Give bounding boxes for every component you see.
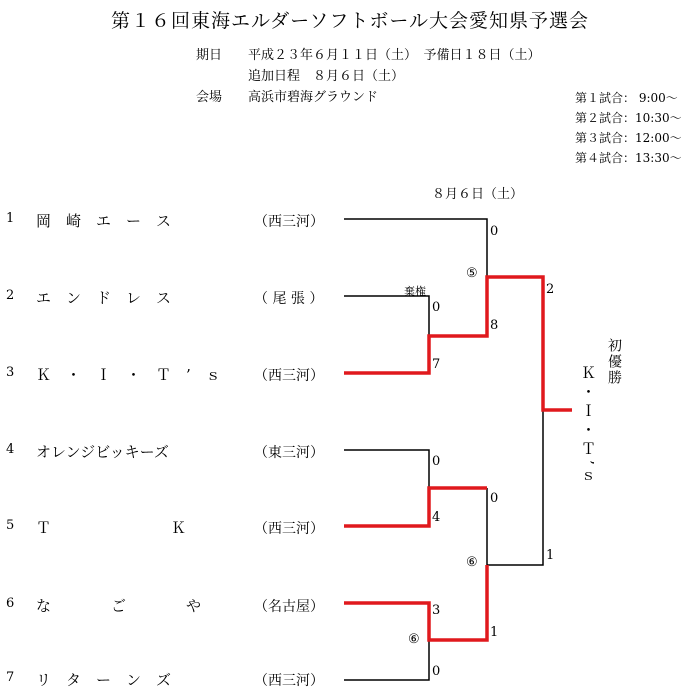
team-number: 1	[6, 211, 15, 226]
team-region: （西三河）	[254, 521, 324, 537]
match-marker: ⑥	[408, 632, 420, 647]
score: 1	[490, 625, 499, 640]
venue-value: 高浜市碧海グラウンド	[248, 90, 379, 105]
bracket-line-team4	[344, 450, 429, 488]
extra-date-value: 追加日程 ８月６日（土）	[248, 69, 405, 84]
team-region: （東三河）	[254, 445, 324, 461]
team-region: （西三河）	[254, 214, 324, 230]
bracket-line-final-bottom	[487, 410, 543, 565]
team-number: 5	[6, 518, 15, 533]
team-name: Ｔ Ｋ	[36, 519, 187, 537]
match-marker: ⑥	[466, 555, 478, 570]
score: 4	[432, 510, 441, 525]
score: 3	[432, 603, 441, 618]
score: 0	[432, 664, 441, 679]
schedule-item: 第３試合：12:00～	[575, 131, 682, 145]
date-value: 平成２３年６月１１日（土） 予備日１８日（土）	[248, 48, 541, 63]
team-number: 4	[6, 442, 15, 457]
champion-team: Ｋ・Ｉ・Ｔ’ｓ	[579, 365, 597, 488]
team-name: リ タ ー ン ズ	[36, 671, 172, 689]
champion-label: 初優勝	[606, 338, 622, 386]
date-label: 期日	[196, 48, 223, 63]
schedule-item: 第４試合：13:30～	[575, 151, 682, 165]
team-name: エ ン ド レ ス	[36, 289, 172, 307]
team-region: （名古屋）	[254, 599, 324, 615]
team-number: 6	[6, 596, 15, 611]
score: 0	[490, 224, 499, 239]
score: 0	[490, 491, 499, 506]
score: 0	[432, 454, 441, 469]
team-number: 7	[6, 670, 15, 685]
team-region: （ 尾 張 ）	[254, 291, 324, 307]
score: 1	[546, 548, 555, 563]
forfeit-label: 棄権	[404, 285, 426, 298]
winner-line-team5	[344, 488, 487, 526]
score: 0	[432, 300, 441, 315]
match-marker: ⑤	[466, 266, 478, 281]
bracket-line-team2	[344, 296, 429, 336]
team-number: 3	[6, 365, 15, 380]
team-number: 2	[6, 288, 15, 303]
schedule-item: 第１試合： 9:00～	[575, 91, 678, 105]
team-name: オレンジビッキーズ	[36, 443, 169, 461]
team-name: な ご や	[36, 597, 202, 615]
schedule-item: 第２試合：10:30～	[575, 111, 682, 125]
team-region: （西三河）	[254, 673, 324, 689]
team-region: （西三河）	[254, 368, 324, 384]
page-title: 第１６回東海エルダーソフトボール大会愛知県予選会	[110, 10, 590, 32]
team-name: Ｋ ・ Ｉ ・ Ｔ ’ ｓ	[36, 366, 221, 384]
score: 2	[546, 282, 555, 297]
venue-label: 会場	[196, 90, 223, 105]
winner-line-team6	[344, 565, 487, 640]
team-name: 岡 崎 エ ー ス	[36, 212, 172, 230]
score: 7	[432, 357, 441, 372]
winner-line-team3	[344, 277, 572, 410]
bracket-date: ８月６日（土）	[432, 187, 524, 202]
score: 8	[490, 318, 499, 333]
